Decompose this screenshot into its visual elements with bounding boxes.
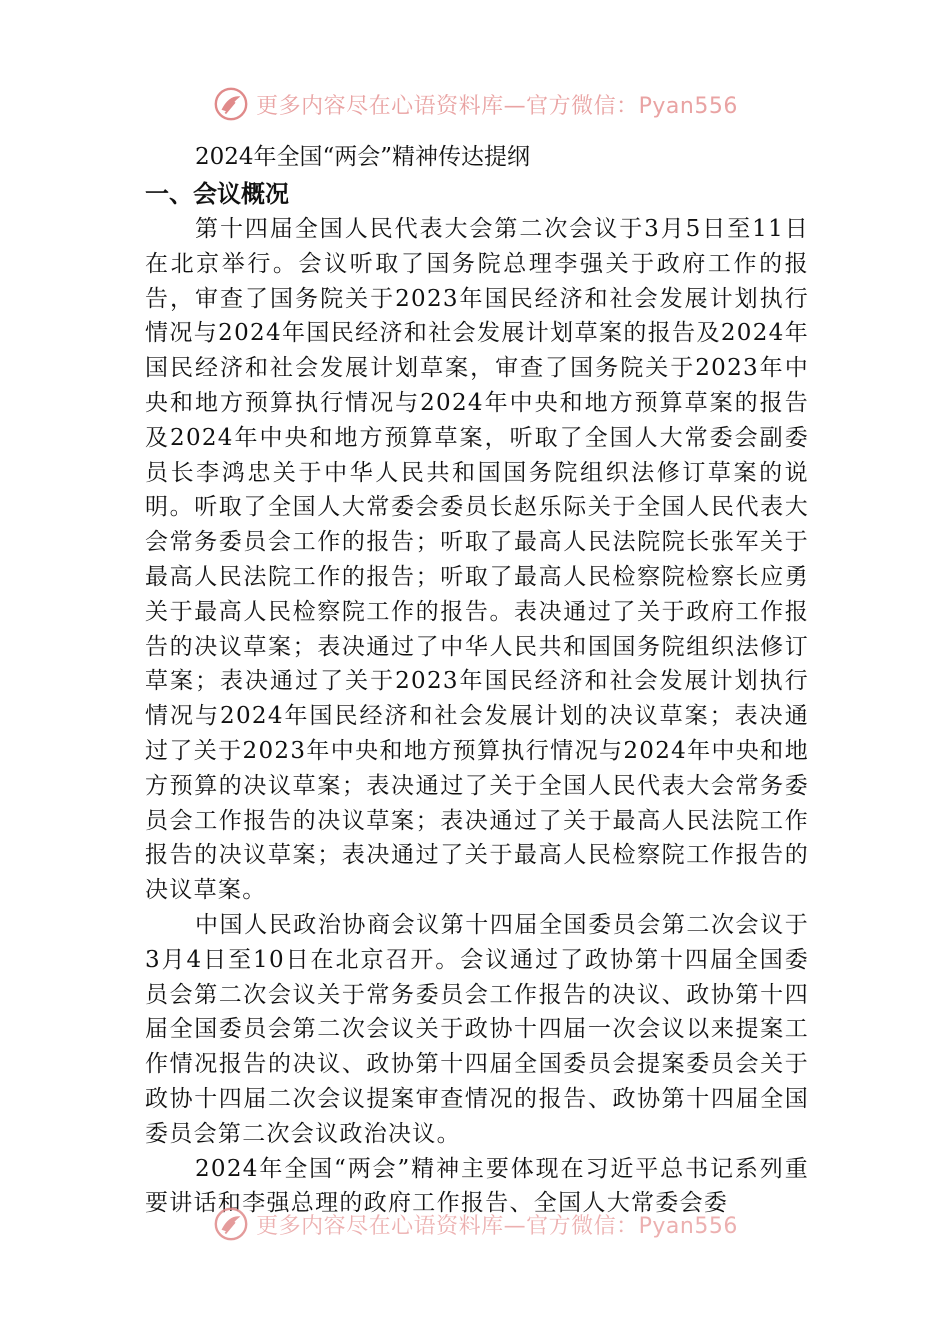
watermark-header — [0, 84, 950, 124]
paragraph-cppcc-session: 中国人民政治协商会议第十四届全国委员会第二次会议于3月4日至10日在北京召开。会议通过了政协第十四届全国委员会第二次会议关于常务委员会工作报告的决议、政协第十四届全国委员会第二次会议关于政协十四届一次会议以来提案工作情况报告的决议、政协第十四届全国委员会提案委员会关于政协十四届二次会议提案审查情况的报告、政协第十四届全国委员会第二次会议政治决议。 — [145, 911, 809, 1147]
watermark-text-footer: 更多内容尽在心语资料库—官方微信：Pyan556 — [256, 1213, 738, 1239]
document-body — [145, 138, 809, 1221]
paragraph-npc-session: 第十四届全国人民代表大会第二次会议于3月5日至11日在北京举行。会议听取了国务院总理李强关于政府工作的报告，审查了国务院关于2023年国民经济和社会发展计划执行情况与2024年国民经济和社会发展计划草案的报告及2024年国民经济和社会发展计划草案，审查了国务院关于2023年中央和地方预算执行情况与2024年中央和地方预算草案的报告及2024年中央和地方预算草案，听取了全国人大常委会副委员长李鸿忠关于中华人民共和国国务院组织法修订草案的说明。听取了全国人大常委会委员长赵乐际关于全国人民代表大会常务委员会工作的报告；听取了最高人民法院院长张军关于最高人民法院工作的报告；听取了最高人民检察院检察长应勇关于最高人民检察院工作的报告。表决通过了关于政府工作报告的决议草案；表决通过了中华人民共和国国务院组织法修订草案；表决通过了关于2023年国民经济和社会发展计划执行情况与2024年国民经济和社会发展计划的决议草案；表决通过了关于2023年中央和地方预算执行情况与2024年中央和地方预算的决议草案；表决通过了关于全国人民代表大会常务委员会工作报告的决议草案；表决通过了关于最高人民法院工作报告的决议草案；表决通过了关于最高人民检察院工作报告的决议草案。 — [145, 216, 809, 904]
watermark-text: 更多内容尽在心语资料库—官方微信：Pyan556 — [256, 93, 738, 119]
heart-pen-logo-icon — [212, 85, 250, 123]
heart-pen-logo-icon — [212, 1205, 250, 1243]
paragraph-spirit-summary: 2024年全国“两会”精神主要体现在习近平总书记系列重要讲话和李强总理的政府工作报告、全国人大常委会委 — [145, 1155, 809, 1217]
watermark-footer — [0, 1204, 950, 1244]
section-heading: 一、会议概况 — [145, 180, 289, 208]
document-title: 2024年全国“两会”精神传达提纲 — [195, 144, 531, 170]
